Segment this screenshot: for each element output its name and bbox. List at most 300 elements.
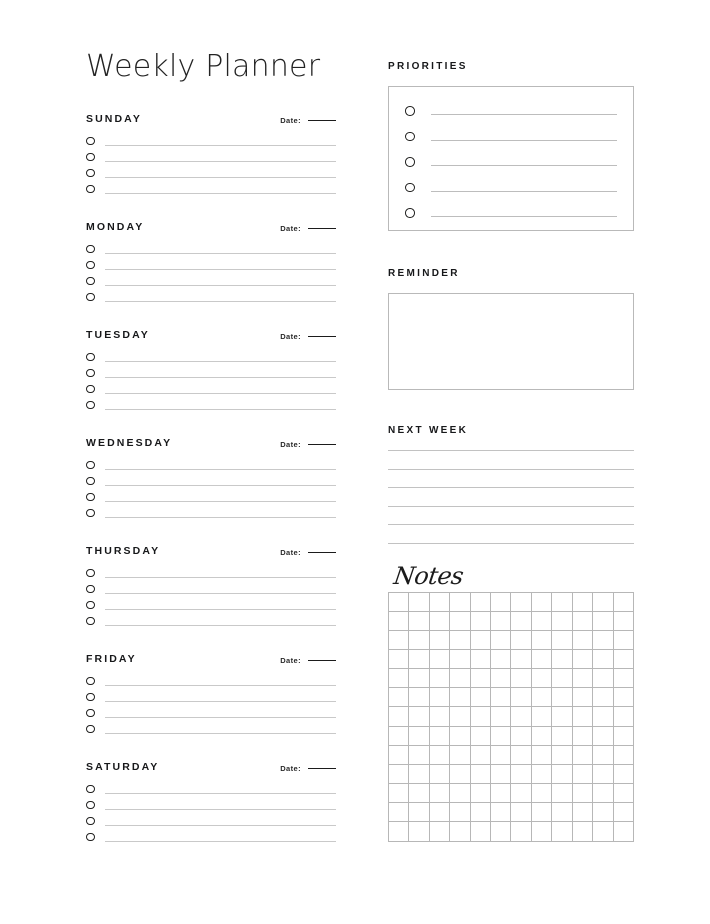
reminder-title: REMINDER xyxy=(388,268,460,279)
day-block xyxy=(86,542,336,629)
grid-cell[interactable] xyxy=(430,650,450,669)
grid-cell[interactable] xyxy=(552,765,572,784)
checkbox-circle-icon[interactable] xyxy=(86,725,95,734)
task-write-line[interactable] xyxy=(105,269,337,270)
grid-cell[interactable] xyxy=(573,631,593,650)
task-row xyxy=(86,829,336,845)
grid-cell[interactable] xyxy=(511,784,531,803)
checkbox-circle-icon[interactable] xyxy=(405,183,415,193)
reminder-box[interactable] xyxy=(388,293,634,390)
checkbox-circle-icon[interactable] xyxy=(86,261,95,270)
grid-cell[interactable] xyxy=(450,822,470,841)
grid-cell[interactable] xyxy=(491,765,511,784)
date-input-rule[interactable] xyxy=(308,336,336,337)
grid-cell[interactable] xyxy=(511,822,531,841)
task-row xyxy=(86,149,336,165)
task-row xyxy=(86,241,336,257)
checkbox-circle-icon[interactable] xyxy=(86,369,95,378)
grid-cell[interactable] xyxy=(430,803,450,822)
task-write-line[interactable] xyxy=(105,193,337,194)
checkbox-circle-icon[interactable] xyxy=(86,245,95,254)
grid-cell[interactable] xyxy=(511,688,531,707)
grid-cell[interactable] xyxy=(593,765,613,784)
task-write-line[interactable] xyxy=(105,685,337,686)
checkbox-circle-icon[interactable] xyxy=(86,817,95,826)
date-input-rule[interactable] xyxy=(308,228,336,229)
grid-cell[interactable] xyxy=(532,765,552,784)
task-row xyxy=(86,457,336,473)
days-column xyxy=(86,49,336,866)
notes-title: Notes xyxy=(392,561,466,590)
day-block-list xyxy=(86,110,336,845)
task-write-line[interactable] xyxy=(105,161,337,162)
grid-cell[interactable] xyxy=(471,707,491,726)
day-block xyxy=(86,434,336,521)
grid-cell[interactable] xyxy=(409,746,429,765)
grid-cell[interactable] xyxy=(511,631,531,650)
notes-grid[interactable] xyxy=(388,592,634,842)
grid-cell[interactable] xyxy=(450,765,470,784)
grid-cell[interactable] xyxy=(430,822,450,841)
checkbox-circle-icon[interactable] xyxy=(86,801,95,810)
task-write-line[interactable] xyxy=(105,253,337,254)
grid-cell[interactable] xyxy=(593,803,613,822)
checkbox-circle-icon[interactable] xyxy=(405,157,415,167)
grid-cell[interactable] xyxy=(614,631,634,650)
grid-cell[interactable] xyxy=(430,707,450,726)
grid-cell[interactable] xyxy=(491,631,511,650)
day-header xyxy=(86,758,336,772)
checkbox-circle-icon[interactable] xyxy=(86,169,95,178)
grid-cell[interactable] xyxy=(532,803,552,822)
checkbox-circle-icon[interactable] xyxy=(86,461,95,470)
grid-cell[interactable] xyxy=(389,707,409,726)
grid-cell[interactable] xyxy=(450,593,470,612)
grid-cell[interactable] xyxy=(409,784,429,803)
task-row xyxy=(86,273,336,289)
grid-cell[interactable] xyxy=(573,593,593,612)
grid-cell[interactable] xyxy=(409,631,429,650)
grid-cell[interactable] xyxy=(614,803,634,822)
checkbox-circle-icon[interactable] xyxy=(86,401,95,410)
priority-row xyxy=(405,149,617,175)
grid-cell[interactable] xyxy=(614,727,634,746)
day-header xyxy=(86,326,336,340)
checkbox-circle-icon[interactable] xyxy=(86,277,95,286)
grid-cell[interactable] xyxy=(409,707,429,726)
checkbox-circle-icon[interactable] xyxy=(86,509,95,518)
date-label: Date: xyxy=(280,763,301,773)
grid-cell[interactable] xyxy=(471,727,491,746)
task-row xyxy=(86,781,336,797)
grid-cell[interactable] xyxy=(389,803,409,822)
grid-cell[interactable] xyxy=(593,784,613,803)
grid-cell[interactable] xyxy=(532,688,552,707)
grid-cell[interactable] xyxy=(593,727,613,746)
grid-cell[interactable] xyxy=(491,593,511,612)
task-row xyxy=(86,813,336,829)
grid-cell[interactable] xyxy=(389,669,409,688)
day-block xyxy=(86,218,336,305)
checkbox-circle-icon[interactable] xyxy=(405,106,415,116)
grid-cell[interactable] xyxy=(552,746,572,765)
task-write-line[interactable] xyxy=(105,701,337,702)
grid-cell[interactable] xyxy=(614,688,634,707)
date-input-rule[interactable] xyxy=(308,660,336,661)
grid-cell[interactable] xyxy=(430,593,450,612)
grid-cell[interactable] xyxy=(491,746,511,765)
day-block xyxy=(86,650,336,737)
grid-cell[interactable] xyxy=(552,803,572,822)
date-group xyxy=(280,333,336,341)
next-week-lines xyxy=(388,450,634,544)
checkbox-circle-icon[interactable] xyxy=(86,693,95,702)
grid-cell[interactable] xyxy=(573,822,593,841)
grid-cell[interactable] xyxy=(491,650,511,669)
grid-cell[interactable] xyxy=(593,746,613,765)
priority-write-line[interactable] xyxy=(431,140,618,141)
grid-cell[interactable] xyxy=(532,612,552,631)
grid-cell[interactable] xyxy=(409,822,429,841)
grid-cell[interactable] xyxy=(389,650,409,669)
task-write-line[interactable] xyxy=(105,177,337,178)
task-row xyxy=(86,613,336,629)
date-input-rule[interactable] xyxy=(308,444,336,445)
grid-cell[interactable] xyxy=(389,688,409,707)
grid-cell[interactable] xyxy=(409,765,429,784)
grid-cell[interactable] xyxy=(409,688,429,707)
task-row xyxy=(86,289,336,305)
grid-cell[interactable] xyxy=(450,688,470,707)
grid-cell[interactable] xyxy=(614,765,634,784)
checkbox-circle-icon[interactable] xyxy=(86,477,95,486)
date-label: Date: xyxy=(280,439,301,449)
grid-cell[interactable] xyxy=(471,669,491,688)
grid-cell[interactable] xyxy=(552,822,572,841)
date-group xyxy=(280,117,336,125)
priority-write-line[interactable] xyxy=(431,216,618,217)
grid-cell[interactable] xyxy=(491,803,511,822)
checkbox-circle-icon[interactable] xyxy=(86,617,95,626)
task-write-line[interactable] xyxy=(105,501,337,502)
grid-cell[interactable] xyxy=(471,822,491,841)
grid-cell[interactable] xyxy=(450,669,470,688)
grid-cell[interactable] xyxy=(450,631,470,650)
grid-cell[interactable] xyxy=(450,650,470,669)
checkbox-circle-icon[interactable] xyxy=(86,353,95,362)
task-write-line[interactable] xyxy=(105,625,337,626)
grid-cell[interactable] xyxy=(552,669,572,688)
grid-cell[interactable] xyxy=(614,650,634,669)
date-group xyxy=(280,549,336,557)
checkbox-circle-icon[interactable] xyxy=(405,208,415,218)
task-write-line[interactable] xyxy=(105,825,337,826)
grid-cell[interactable] xyxy=(573,669,593,688)
grid-cell[interactable] xyxy=(573,765,593,784)
grid-cell[interactable] xyxy=(450,784,470,803)
checkbox-circle-icon[interactable] xyxy=(86,493,95,502)
task-row xyxy=(86,689,336,705)
grid-cell[interactable] xyxy=(532,669,552,688)
grid-cell[interactable] xyxy=(511,669,531,688)
next-week-write-line[interactable] xyxy=(388,543,634,544)
grid-cell[interactable] xyxy=(552,784,572,803)
task-write-line[interactable] xyxy=(105,793,337,794)
grid-cell[interactable] xyxy=(389,765,409,784)
grid-cell[interactable] xyxy=(430,688,450,707)
grid-cell[interactable] xyxy=(593,669,613,688)
checkbox-circle-icon[interactable] xyxy=(86,153,95,162)
grid-cell[interactable] xyxy=(614,784,634,803)
checkbox-circle-icon[interactable] xyxy=(86,185,95,194)
task-row xyxy=(86,721,336,737)
checkbox-circle-icon[interactable] xyxy=(86,137,95,146)
day-name-label: THURSDAY xyxy=(86,544,161,557)
grid-cell[interactable] xyxy=(430,727,450,746)
grid-cell[interactable] xyxy=(614,822,634,841)
grid-cell[interactable] xyxy=(471,688,491,707)
grid-cell[interactable] xyxy=(552,707,572,726)
grid-cell[interactable] xyxy=(593,650,613,669)
grid-cell[interactable] xyxy=(552,727,572,746)
checkbox-circle-icon[interactable] xyxy=(86,677,95,686)
grid-cell[interactable] xyxy=(409,650,429,669)
grid-cell[interactable] xyxy=(491,688,511,707)
grid-cell[interactable] xyxy=(511,765,531,784)
checkbox-circle-icon[interactable] xyxy=(86,785,95,794)
next-week-write-line[interactable] xyxy=(388,469,634,470)
page-title: Weekly Planner xyxy=(86,49,321,84)
date-group xyxy=(280,765,336,773)
checkbox-circle-icon[interactable] xyxy=(86,385,95,394)
task-write-line[interactable] xyxy=(105,285,337,286)
grid-cell[interactable] xyxy=(409,727,429,746)
day-name-label: SATURDAY xyxy=(86,760,160,773)
task-write-line[interactable] xyxy=(105,145,337,146)
date-input-rule[interactable] xyxy=(308,768,336,769)
date-input-rule[interactable] xyxy=(308,552,336,553)
priority-write-line[interactable] xyxy=(431,191,618,192)
task-write-line[interactable] xyxy=(105,469,337,470)
day-header xyxy=(86,434,336,448)
grid-cell[interactable] xyxy=(450,727,470,746)
day-block xyxy=(86,758,336,845)
grid-cell[interactable] xyxy=(614,746,634,765)
priority-write-line[interactable] xyxy=(431,114,618,115)
task-row xyxy=(86,381,336,397)
day-name-label: FRIDAY xyxy=(86,652,137,665)
grid-cell[interactable] xyxy=(573,707,593,726)
date-group xyxy=(280,225,336,233)
grid-cell[interactable] xyxy=(552,650,572,669)
grid-cell[interactable] xyxy=(389,784,409,803)
checkbox-circle-icon[interactable] xyxy=(86,709,95,718)
grid-cell[interactable] xyxy=(614,612,634,631)
grid-cell[interactable] xyxy=(573,688,593,707)
sidebar-column xyxy=(388,62,634,842)
task-write-line[interactable] xyxy=(105,733,337,734)
task-write-line[interactable] xyxy=(105,809,337,810)
day-name-label: SUNDAY xyxy=(86,112,142,125)
grid-cell[interactable] xyxy=(593,631,613,650)
task-write-line[interactable] xyxy=(105,717,337,718)
grid-cell[interactable] xyxy=(573,803,593,822)
task-row xyxy=(86,181,336,197)
grid-cell[interactable] xyxy=(389,822,409,841)
grid-cell[interactable] xyxy=(409,803,429,822)
task-write-line[interactable] xyxy=(105,409,337,410)
task-write-line[interactable] xyxy=(105,841,337,842)
grid-cell[interactable] xyxy=(491,612,511,631)
task-write-line[interactable] xyxy=(105,609,337,610)
task-write-line[interactable] xyxy=(105,377,337,378)
grid-cell[interactable] xyxy=(552,593,572,612)
grid-cell[interactable] xyxy=(532,650,552,669)
grid-cell[interactable] xyxy=(491,822,511,841)
grid-cell[interactable] xyxy=(532,727,552,746)
checkbox-circle-icon[interactable] xyxy=(405,132,415,142)
grid-cell[interactable] xyxy=(593,688,613,707)
grid-cell[interactable] xyxy=(471,746,491,765)
grid-cell[interactable] xyxy=(511,707,531,726)
day-header xyxy=(86,650,336,664)
grid-cell[interactable] xyxy=(532,822,552,841)
grid-cell[interactable] xyxy=(573,746,593,765)
grid-cell[interactable] xyxy=(614,669,634,688)
checkbox-circle-icon[interactable] xyxy=(86,585,95,594)
date-input-rule[interactable] xyxy=(308,120,336,121)
checkbox-circle-icon[interactable] xyxy=(86,293,95,302)
grid-cell[interactable] xyxy=(430,784,450,803)
grid-cell[interactable] xyxy=(573,650,593,669)
grid-cell[interactable] xyxy=(593,593,613,612)
grid-cell[interactable] xyxy=(511,650,531,669)
grid-cell[interactable] xyxy=(430,612,450,631)
task-row xyxy=(86,257,336,273)
grid-cell[interactable] xyxy=(389,727,409,746)
notes-section xyxy=(388,561,634,842)
grid-cell[interactable] xyxy=(491,707,511,726)
day-block xyxy=(86,110,336,197)
grid-cell[interactable] xyxy=(614,593,634,612)
grid-cell[interactable] xyxy=(511,727,531,746)
task-write-line[interactable] xyxy=(105,577,337,578)
grid-cell[interactable] xyxy=(552,612,572,631)
priorities-section xyxy=(388,62,634,231)
day-header xyxy=(86,542,336,556)
checkbox-circle-icon[interactable] xyxy=(86,569,95,578)
grid-cell[interactable] xyxy=(471,593,491,612)
date-label: Date: xyxy=(280,547,301,557)
grid-cell[interactable] xyxy=(532,631,552,650)
grid-cell[interactable] xyxy=(430,669,450,688)
grid-cell[interactable] xyxy=(573,727,593,746)
task-row xyxy=(86,397,336,413)
grid-cell[interactable] xyxy=(593,612,613,631)
task-row xyxy=(86,133,336,149)
grid-cell[interactable] xyxy=(471,765,491,784)
grid-cell[interactable] xyxy=(491,784,511,803)
grid-cell[interactable] xyxy=(450,707,470,726)
priority-row xyxy=(405,98,617,124)
task-row xyxy=(86,165,336,181)
grid-cell[interactable] xyxy=(471,650,491,669)
date-group xyxy=(280,657,336,665)
grid-cell[interactable] xyxy=(471,631,491,650)
grid-cell[interactable] xyxy=(409,669,429,688)
priority-write-line[interactable] xyxy=(431,165,618,166)
grid-cell[interactable] xyxy=(593,822,613,841)
grid-cell[interactable] xyxy=(511,746,531,765)
priority-row xyxy=(405,200,617,226)
grid-cell[interactable] xyxy=(552,631,572,650)
grid-cell[interactable] xyxy=(532,746,552,765)
task-write-line[interactable] xyxy=(105,361,337,362)
grid-cell[interactable] xyxy=(450,803,470,822)
grid-cell[interactable] xyxy=(593,707,613,726)
grid-cell[interactable] xyxy=(389,612,409,631)
grid-cell[interactable] xyxy=(389,746,409,765)
day-name-label: MONDAY xyxy=(86,220,145,233)
grid-cell[interactable] xyxy=(450,746,470,765)
task-write-line[interactable] xyxy=(105,393,337,394)
grid-cell[interactable] xyxy=(430,765,450,784)
grid-cell[interactable] xyxy=(511,593,531,612)
grid-cell[interactable] xyxy=(491,669,511,688)
task-row xyxy=(86,797,336,813)
task-write-line[interactable] xyxy=(105,301,337,302)
grid-cell[interactable] xyxy=(511,803,531,822)
priorities-box[interactable] xyxy=(388,86,634,231)
task-write-line[interactable] xyxy=(105,593,337,594)
grid-cell[interactable] xyxy=(614,707,634,726)
task-row xyxy=(86,565,336,581)
grid-cell[interactable] xyxy=(532,593,552,612)
grid-cell[interactable] xyxy=(389,631,409,650)
grid-cell[interactable] xyxy=(552,688,572,707)
grid-cell[interactable] xyxy=(430,746,450,765)
task-row xyxy=(86,597,336,613)
grid-cell[interactable] xyxy=(389,593,409,612)
grid-cell[interactable] xyxy=(409,612,429,631)
checkbox-circle-icon[interactable] xyxy=(86,833,95,842)
grid-cell[interactable] xyxy=(491,727,511,746)
grid-cell[interactable] xyxy=(532,784,552,803)
grid-cell[interactable] xyxy=(409,593,429,612)
task-row xyxy=(86,473,336,489)
task-write-line[interactable] xyxy=(105,517,337,518)
next-week-write-line[interactable] xyxy=(388,450,634,451)
grid-cell[interactable] xyxy=(511,612,531,631)
task-row xyxy=(86,581,336,597)
grid-cell[interactable] xyxy=(471,784,491,803)
grid-cell[interactable] xyxy=(532,707,552,726)
grid-cell[interactable] xyxy=(573,784,593,803)
task-write-line[interactable] xyxy=(105,485,337,486)
grid-cell[interactable] xyxy=(471,612,491,631)
next-week-write-line[interactable] xyxy=(388,487,634,488)
grid-cell[interactable] xyxy=(573,612,593,631)
date-label: Date: xyxy=(280,223,301,233)
checkbox-circle-icon[interactable] xyxy=(86,601,95,610)
grid-cell[interactable] xyxy=(471,803,491,822)
next-week-write-line[interactable] xyxy=(388,524,634,525)
grid-cell[interactable] xyxy=(450,612,470,631)
grid-cell[interactable] xyxy=(430,631,450,650)
day-name-label: WEDNESDAY xyxy=(86,436,173,449)
day-header xyxy=(86,218,336,232)
next-week-write-line[interactable] xyxy=(388,506,634,507)
